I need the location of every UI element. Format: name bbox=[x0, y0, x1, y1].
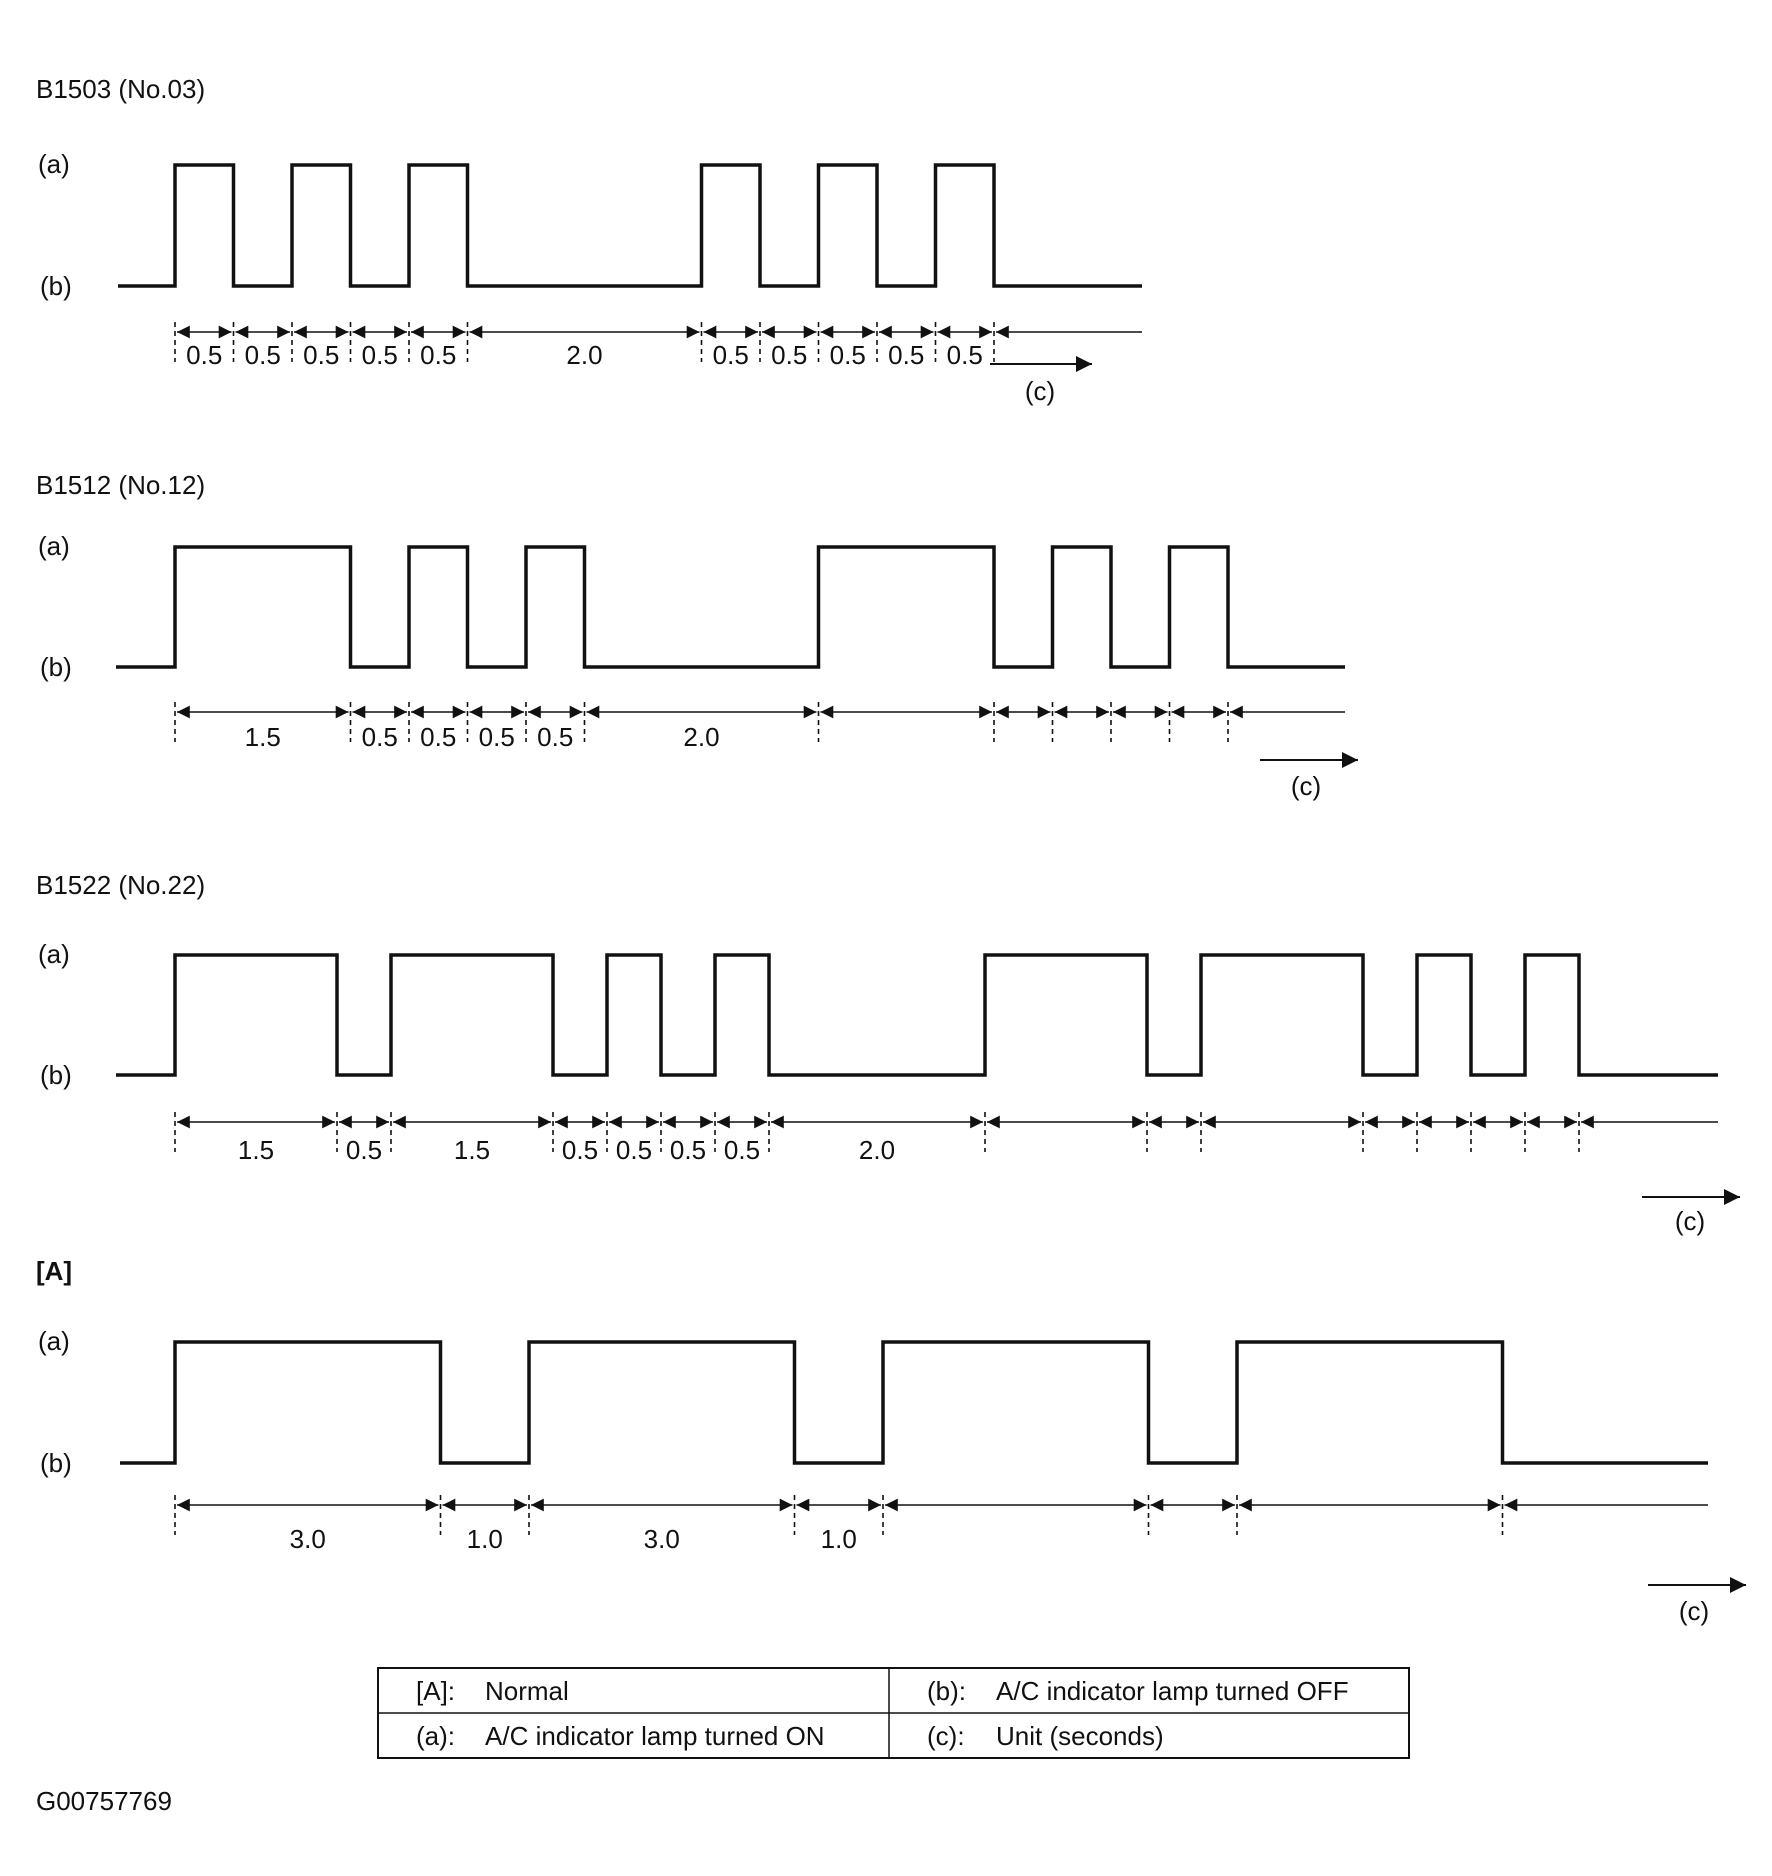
duration-label: 2.0 bbox=[566, 340, 603, 370]
duration-label: 0.5 bbox=[244, 340, 281, 370]
waveform-section bbox=[36, 470, 1358, 801]
duration-label: 0.5 bbox=[669, 1135, 707, 1165]
waveform-line bbox=[116, 547, 1345, 667]
duration-label: 1.5 bbox=[244, 722, 281, 752]
level-high-label: (a) bbox=[38, 531, 70, 561]
duration-label: 0.5 bbox=[561, 1135, 599, 1165]
unit-label: (c) bbox=[1024, 376, 1056, 406]
duration-label: 1.5 bbox=[453, 1135, 491, 1165]
unit-label: (c) bbox=[1674, 1206, 1706, 1236]
level-low-label: (b) bbox=[40, 1448, 72, 1478]
legend-key: (c): bbox=[927, 1721, 965, 1751]
waveform-line bbox=[120, 1342, 1708, 1463]
duration-label: 0.5 bbox=[615, 1135, 653, 1165]
waveform-line bbox=[118, 165, 1142, 286]
legend-text: Unit (seconds) bbox=[996, 1721, 1164, 1751]
duration-label: 0.5 bbox=[946, 340, 983, 370]
duration-label: 0.5 bbox=[420, 340, 457, 370]
waveform-sections bbox=[36, 74, 1746, 1626]
level-low-label: (b) bbox=[40, 652, 72, 682]
duration-label: 0.5 bbox=[478, 722, 515, 752]
unit-label: (c) bbox=[1678, 1596, 1710, 1626]
section-title: B1522 (No.22) bbox=[36, 870, 206, 900]
duration-label: 2.0 bbox=[858, 1135, 896, 1165]
waveform-section bbox=[36, 870, 1740, 1236]
level-high-label: (a) bbox=[38, 1326, 70, 1356]
figure-id: G00757769 bbox=[36, 1786, 172, 1816]
section-title: B1503 (No.03) bbox=[36, 74, 206, 104]
duration-label: 3.0 bbox=[643, 1524, 680, 1554]
duration-label: 1.0 bbox=[820, 1524, 857, 1554]
duration-label: 0.5 bbox=[829, 340, 866, 370]
unit-label: (c) bbox=[1290, 771, 1322, 801]
legend-key: (a): bbox=[416, 1721, 455, 1751]
duration-label: 0.5 bbox=[303, 340, 340, 370]
level-high-label: (a) bbox=[38, 149, 70, 179]
legend-text: A/C indicator lamp turned ON bbox=[485, 1721, 825, 1751]
section-title: B1512 (No.12) bbox=[36, 470, 206, 500]
duration-label: 0.5 bbox=[186, 340, 223, 370]
level-low-label: (b) bbox=[40, 1060, 72, 1090]
duration-label: 0.5 bbox=[361, 722, 398, 752]
legend-text: A/C indicator lamp turned OFF bbox=[996, 1676, 1349, 1706]
legend-key: [A]: bbox=[416, 1676, 456, 1706]
section-title: [A] bbox=[36, 1256, 73, 1286]
level-low-label: (b) bbox=[40, 271, 72, 301]
duration-label: 3.0 bbox=[289, 1524, 326, 1554]
duration-label: 0.5 bbox=[420, 722, 457, 752]
duration-label: 0.5 bbox=[537, 722, 574, 752]
duration-label: 1.0 bbox=[466, 1524, 503, 1554]
legend-key: (b): bbox=[927, 1676, 966, 1706]
duration-label: 2.0 bbox=[683, 722, 720, 752]
duration-label: 0.5 bbox=[361, 340, 398, 370]
level-high-label: (a) bbox=[38, 939, 70, 969]
legend-text: Normal bbox=[485, 1676, 569, 1706]
duration-label: 1.5 bbox=[237, 1135, 275, 1165]
duration-label: 0.5 bbox=[771, 340, 808, 370]
duration-label: 0.5 bbox=[345, 1135, 383, 1165]
duration-label: 0.5 bbox=[712, 340, 749, 370]
duration-label: 0.5 bbox=[888, 340, 925, 370]
duration-label: 0.5 bbox=[723, 1135, 761, 1165]
waveform-line bbox=[116, 955, 1718, 1075]
waveform-section bbox=[36, 74, 1142, 406]
waveform-section bbox=[36, 1256, 1746, 1626]
legend-table bbox=[378, 1668, 1409, 1758]
